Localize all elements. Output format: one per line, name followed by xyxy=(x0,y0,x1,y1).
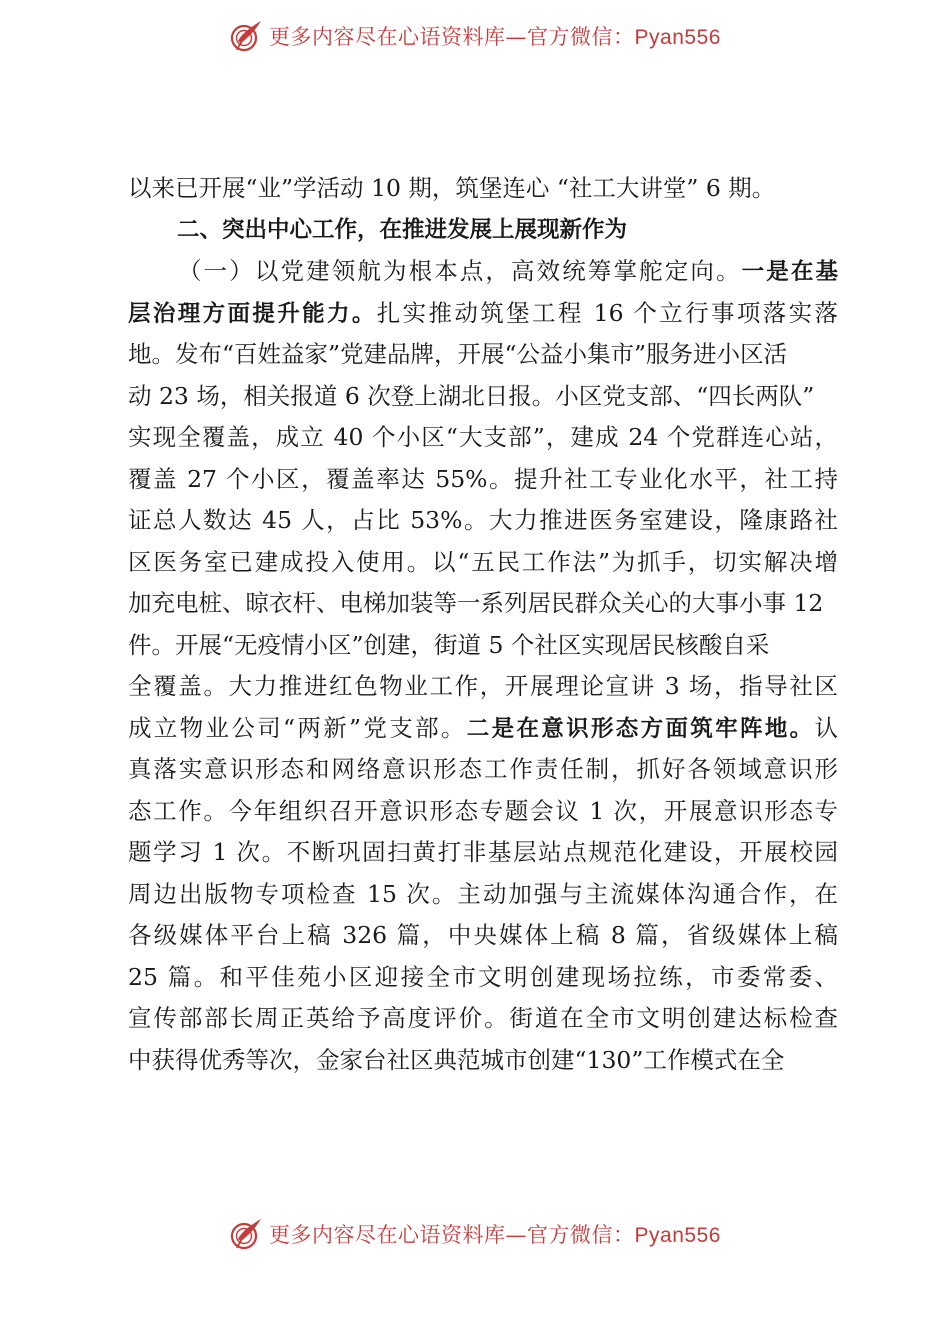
text-line: 全覆盖。大力推进红色物业工作，开展理论宣讲 3 场，指导社区 xyxy=(128,672,838,700)
document-body xyxy=(128,168,838,1081)
header-watermark xyxy=(0,14,950,58)
text-line: 地。发布“百姓益家”党建品牌，开展“公益小集市”服务进小区活 xyxy=(128,340,788,368)
text-line: 25 篇。和平佳苑小区迎接全市文明创建现场拉练，市委常委、 xyxy=(128,962,838,991)
text-line: 真落实意识形态和网络意识形态工作责任制，抓好各领域意识形 xyxy=(128,755,838,783)
text-line: 宣传部部长周正英给予高度评价。街道在全市文明创建达标检查 xyxy=(128,1004,838,1032)
text-line: 证总人数达 45 人，占比 53%。大力推进医务室建设，隆康路社 xyxy=(128,506,838,534)
text-line: 件。开展“无疫情小区”创建，街道 5 个社区实现居民核酸自采 xyxy=(128,630,770,659)
bold-run: 一是在基 xyxy=(741,259,838,285)
text-run: （一）以党建领航为根本点，高效统筹掌舵定向。 xyxy=(178,257,742,285)
text-run: 扎实推动筑堡工程 16 个立行事项落实落 xyxy=(376,298,838,327)
section-heading: 二、突出中心工作，在推进发展上展现新作为 xyxy=(177,216,628,243)
text-run: 成立物业公司“两新”党支部。 xyxy=(128,713,467,742)
text-line: 态工作。今年组织召开意识形态专题会议 1 次，开展意识形态专 xyxy=(128,796,838,825)
text-line xyxy=(128,251,838,293)
wechat-id: Pyan556 xyxy=(634,26,721,49)
text-line xyxy=(128,293,838,335)
quill-seal-icon xyxy=(229,19,263,53)
bold-run: 层治理方面提升能力。 xyxy=(128,300,377,327)
text-line: 周边出版物专项检查 15 次。主动加强与主流媒体沟通合作，在 xyxy=(128,879,838,908)
text-line: 加充电桩、晾衣杆、电梯加装等一系列居民群众关心的大事小事 12 xyxy=(128,589,824,617)
bold-run: 二是在意识形态方面筑牢阵地。 xyxy=(466,715,815,742)
text-line: 以来已开展“业”学活动 10 期，筑堡连心 “社工大讲堂” 6 期。 xyxy=(128,174,776,202)
text-line: 覆盖 27 个小区，覆盖率达 55%。提升社工专业化水平，社工持 xyxy=(128,464,838,493)
text-line: 题学习 1 次。不断巩固扫黄打非基层站点规范化建设，开展校园 xyxy=(128,838,838,866)
quill-seal-icon xyxy=(229,1217,263,1251)
wechat-id: Pyan556 xyxy=(634,1224,721,1247)
text-line xyxy=(128,708,838,750)
text-line: 各级媒体平台上稿 326 篇，中央媒体上稿 8 篇，省级媒体上稿 xyxy=(128,921,838,949)
text-run: 认 xyxy=(814,713,838,742)
text-line: 中获得优秀等次，金家台社区典范城市创建“130”工作模式在全 xyxy=(128,1045,785,1074)
text-line: 动 23 场，相关报道 6 次登上湖北日报。小区党支部、“四长两队” xyxy=(128,381,815,410)
text-line: 区医务室已建成投入使用。以“五民工作法”为抓手，切实解决增 xyxy=(128,547,838,576)
watermark-text: 更多内容尽在心语资料库—官方微信： xyxy=(269,25,635,49)
text-line: 实现全覆盖，成立 40 个小区“大支部”，建成 24 个党群连心站， xyxy=(128,423,838,451)
footer-watermark xyxy=(0,1212,950,1256)
watermark-text: 更多内容尽在心语资料库—官方微信： xyxy=(269,1223,635,1247)
